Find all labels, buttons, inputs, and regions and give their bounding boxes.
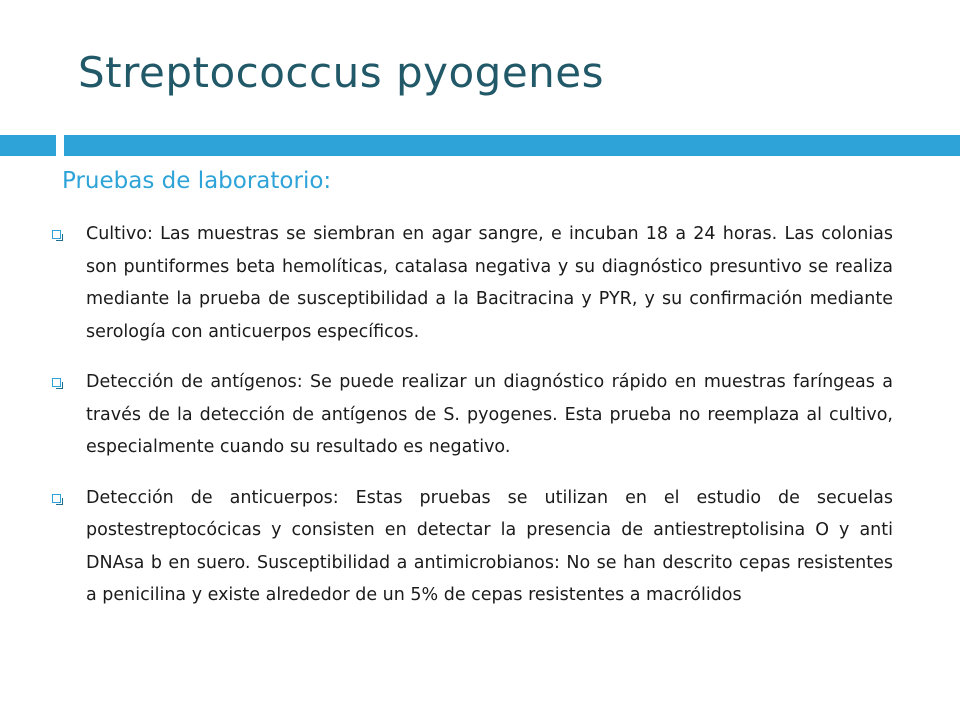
square-bullet-icon [52, 494, 61, 503]
accent-bar-left [0, 135, 56, 156]
square-bullet-icon [52, 230, 61, 239]
accent-bar-right [64, 135, 960, 156]
bullet-item-cultivo [48, 218, 893, 348]
section-subtitle: Pruebas de laboratorio: [62, 168, 332, 194]
bullet-item-antigenos [48, 366, 893, 464]
slide-title: Streptococcus pyogenes [78, 48, 605, 97]
bullet-text: Cultivo: Las muestras se siembran en agar sangre, e incuban 18 a 24 horas. Las colonias son puntiformes beta hemolíticas, catalasa negativa y su diagnóstico presuntivo se realiza mediante la prueba de susceptibilidad a la Bacitracina y PYR, y su confirmación mediante serología con anticuerpos específicos. [86, 224, 893, 342]
bullet-text: Detección de anticuerpos: Estas pruebas se utilizan en el estudio de secuelas postestreptocócicas y consisten en detectar la presencia de antiestreptolisina O y anti DNAsa b en suero. Susceptibilidad a antimicrobianos: No se han descrito cepas resistentes a penicilina y existe alrededor de un 5% de cepas resistentes a macrólidos [86, 487, 893, 605]
bullet-item-anticuerpos [48, 482, 893, 612]
bullet-list [48, 218, 893, 630]
square-bullet-icon [52, 378, 61, 387]
bullet-text: Detección de antígenos: Se puede realizar un diagnóstico rápido en muestras faríngeas a través de la detección de antígenos de S. pyogenes. Esta prueba no reemplaza al cultivo, especialmente cuando su resultado es negativo. [86, 372, 893, 457]
